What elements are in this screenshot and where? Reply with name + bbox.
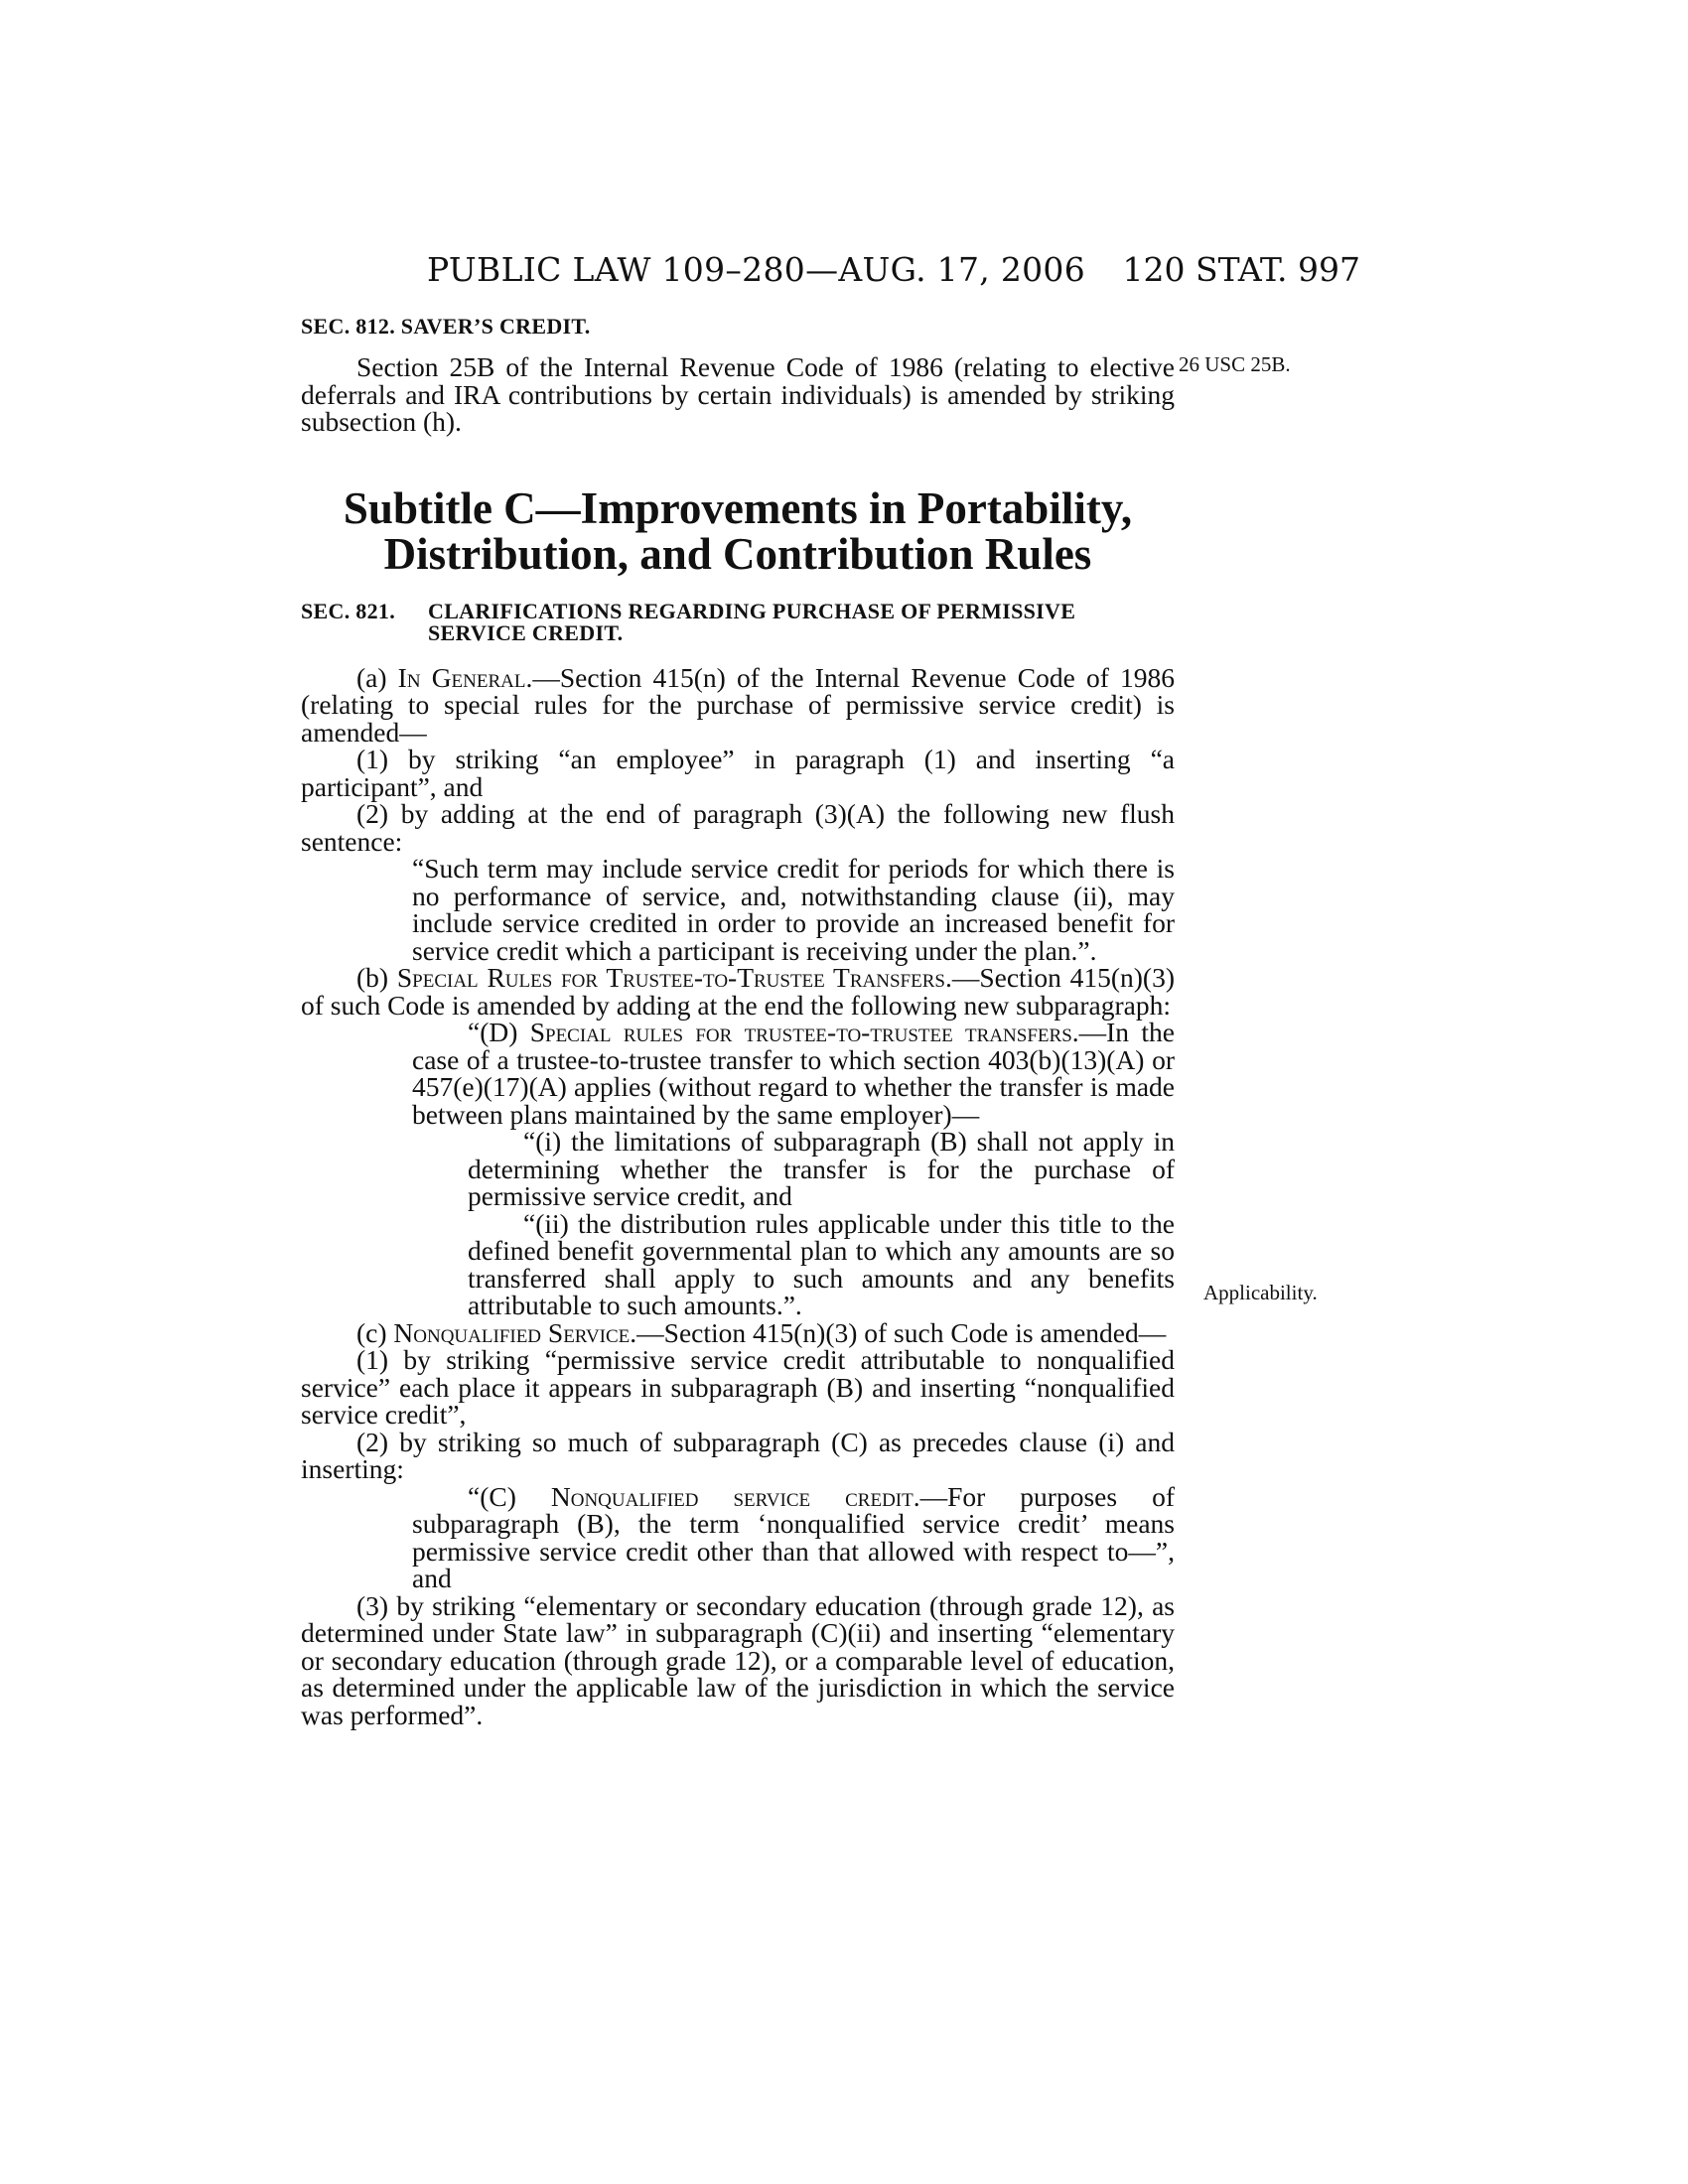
header-title: PUBLIC LAW 109–280—AUG. 17, 2006 <box>427 250 1086 289</box>
quote-a2: “Such term may include service credit for periods for which there is no performance of service, and, notwithstanding clause (ii), may include service credited in order to provide an increased benefit for service credit which a participant is receiving under the plan.”. <box>412 853 1175 966</box>
sec-821-heading <box>301 598 1175 645</box>
subsection-b-caption: Special Rules for Trustee-to-Trustee Transfers <box>396 962 945 993</box>
subtitle-line-1: Subtitle C—Improvements in Portability, <box>343 482 1133 533</box>
header-stat-page: 120 STAT. 997 <box>1122 250 1360 289</box>
margin-note-usc: 26 USC 25B. <box>1179 352 1291 376</box>
margin-note-applicability: Applicability. <box>1203 1281 1318 1304</box>
subsection-b-text: .—Section 415(n)(3) of such Code is amended by adding at the end the following new subparagraph: <box>301 962 1175 1021</box>
sec-821-title: CLARIFICATIONS REGARDING PURCHASE OF PERMISSIVE SERVICE CREDIT. <box>428 598 1076 645</box>
subparagraph-cC-caption: Nonqualified service credit <box>550 1480 914 1512</box>
subsection-b <box>301 964 1175 1019</box>
subtitle-line-2: Distribution, and Contribution Rules <box>383 528 1092 579</box>
clause-bDii: “(ii) the distribution rules applicable under this title to the defined benefit governmental plan to which any amounts are so transferred shall apply to such amounts and any benefits attributable to such amounts.”. <box>468 1207 1175 1320</box>
subsection-b-label: (b) <box>356 962 397 993</box>
body-column <box>301 316 1175 1728</box>
sec-812-text: Section 25B of the Internal Revenue Code of 1986 (relating to elective deferrals and IRA contributions by certain individuals) is amended by striking subsection (h). <box>301 351 1175 437</box>
paragraph-c1: (1) by striking “permissive service credit attributable to nonqualified service” each place it appears in subparagraph (B) and inserting “nonqualified service credit”, <box>301 1344 1175 1430</box>
subparagraph-bD <box>301 1019 1175 1128</box>
clause-bDi: “(i) the limitations of subparagraph (B) shall not apply in determining whether the transfer is for the purchase of permissive service credit, and <box>468 1126 1175 1211</box>
subsection-c-caption: Nonqualified Service <box>393 1316 631 1348</box>
subparagraph-cC-text: .—For purposes of subparagraph (B), the term ‘nonqualified service credit’ means permissive service credit other than that allowed with respect to—”, and <box>412 1480 1175 1593</box>
subsection-a-text: .—Section 415(n) of the Internal Revenue Code of 1986 (relating to special rules for the purchase of permissive service credit) is amended— <box>301 661 1176 748</box>
paragraph-c2: (2) by striking so much of subparagraph (C) as precedes clause (i) and inserting: <box>301 1426 1175 1484</box>
subtitle-heading <box>301 482 1175 579</box>
subparagraph-bD-caption: Special rules for trustee-to-trustee transfers <box>529 1017 1072 1047</box>
subsection-a-label: (a) <box>356 661 398 693</box>
sec-812-heading: SEC. 812. SAVER’S CREDIT. <box>301 314 591 339</box>
subsection-c <box>301 1316 1175 1348</box>
subparagraph-cC <box>301 1480 1175 1593</box>
subsection-c-text: .—Section 415(n)(3) of such Code is amended— <box>630 1316 1167 1348</box>
subsection-a-caption: In General <box>397 661 526 693</box>
subparagraph-cC-label: “(C) <box>468 1480 551 1512</box>
running-header <box>427 250 1360 290</box>
subparagraph-bD-label: “(D) <box>468 1017 530 1047</box>
paragraph-a1: (1) by striking “an employee” in paragraph (1) and inserting “a participant”, and <box>301 744 1175 802</box>
subparagraph-bD-text: .—In the case of a trustee-to-trustee transfer to which section 403(b)(13)(A) or 457(e)(17)(A) applies (without regard to whether the transfer is made between plans maintained by the same employer)— <box>412 1017 1175 1130</box>
sec-821-number: SEC. 821. <box>301 598 395 623</box>
paragraph-c3: (3) by striking “elementary or secondary education (through grade 12), as determined under State law” in subparagraph (C)(ii) and inserting “elementary or secondary education (through grade 12), or a comparable level of education, as determined under the applicable law of the jurisdiction in which the service was performed”. <box>301 1589 1175 1730</box>
subsection-a <box>301 661 1176 748</box>
paragraph-a2: (2) by adding at the end of paragraph (3)(A) the following new flush sentence: <box>301 798 1175 857</box>
subsection-c-label: (c) <box>356 1316 394 1348</box>
